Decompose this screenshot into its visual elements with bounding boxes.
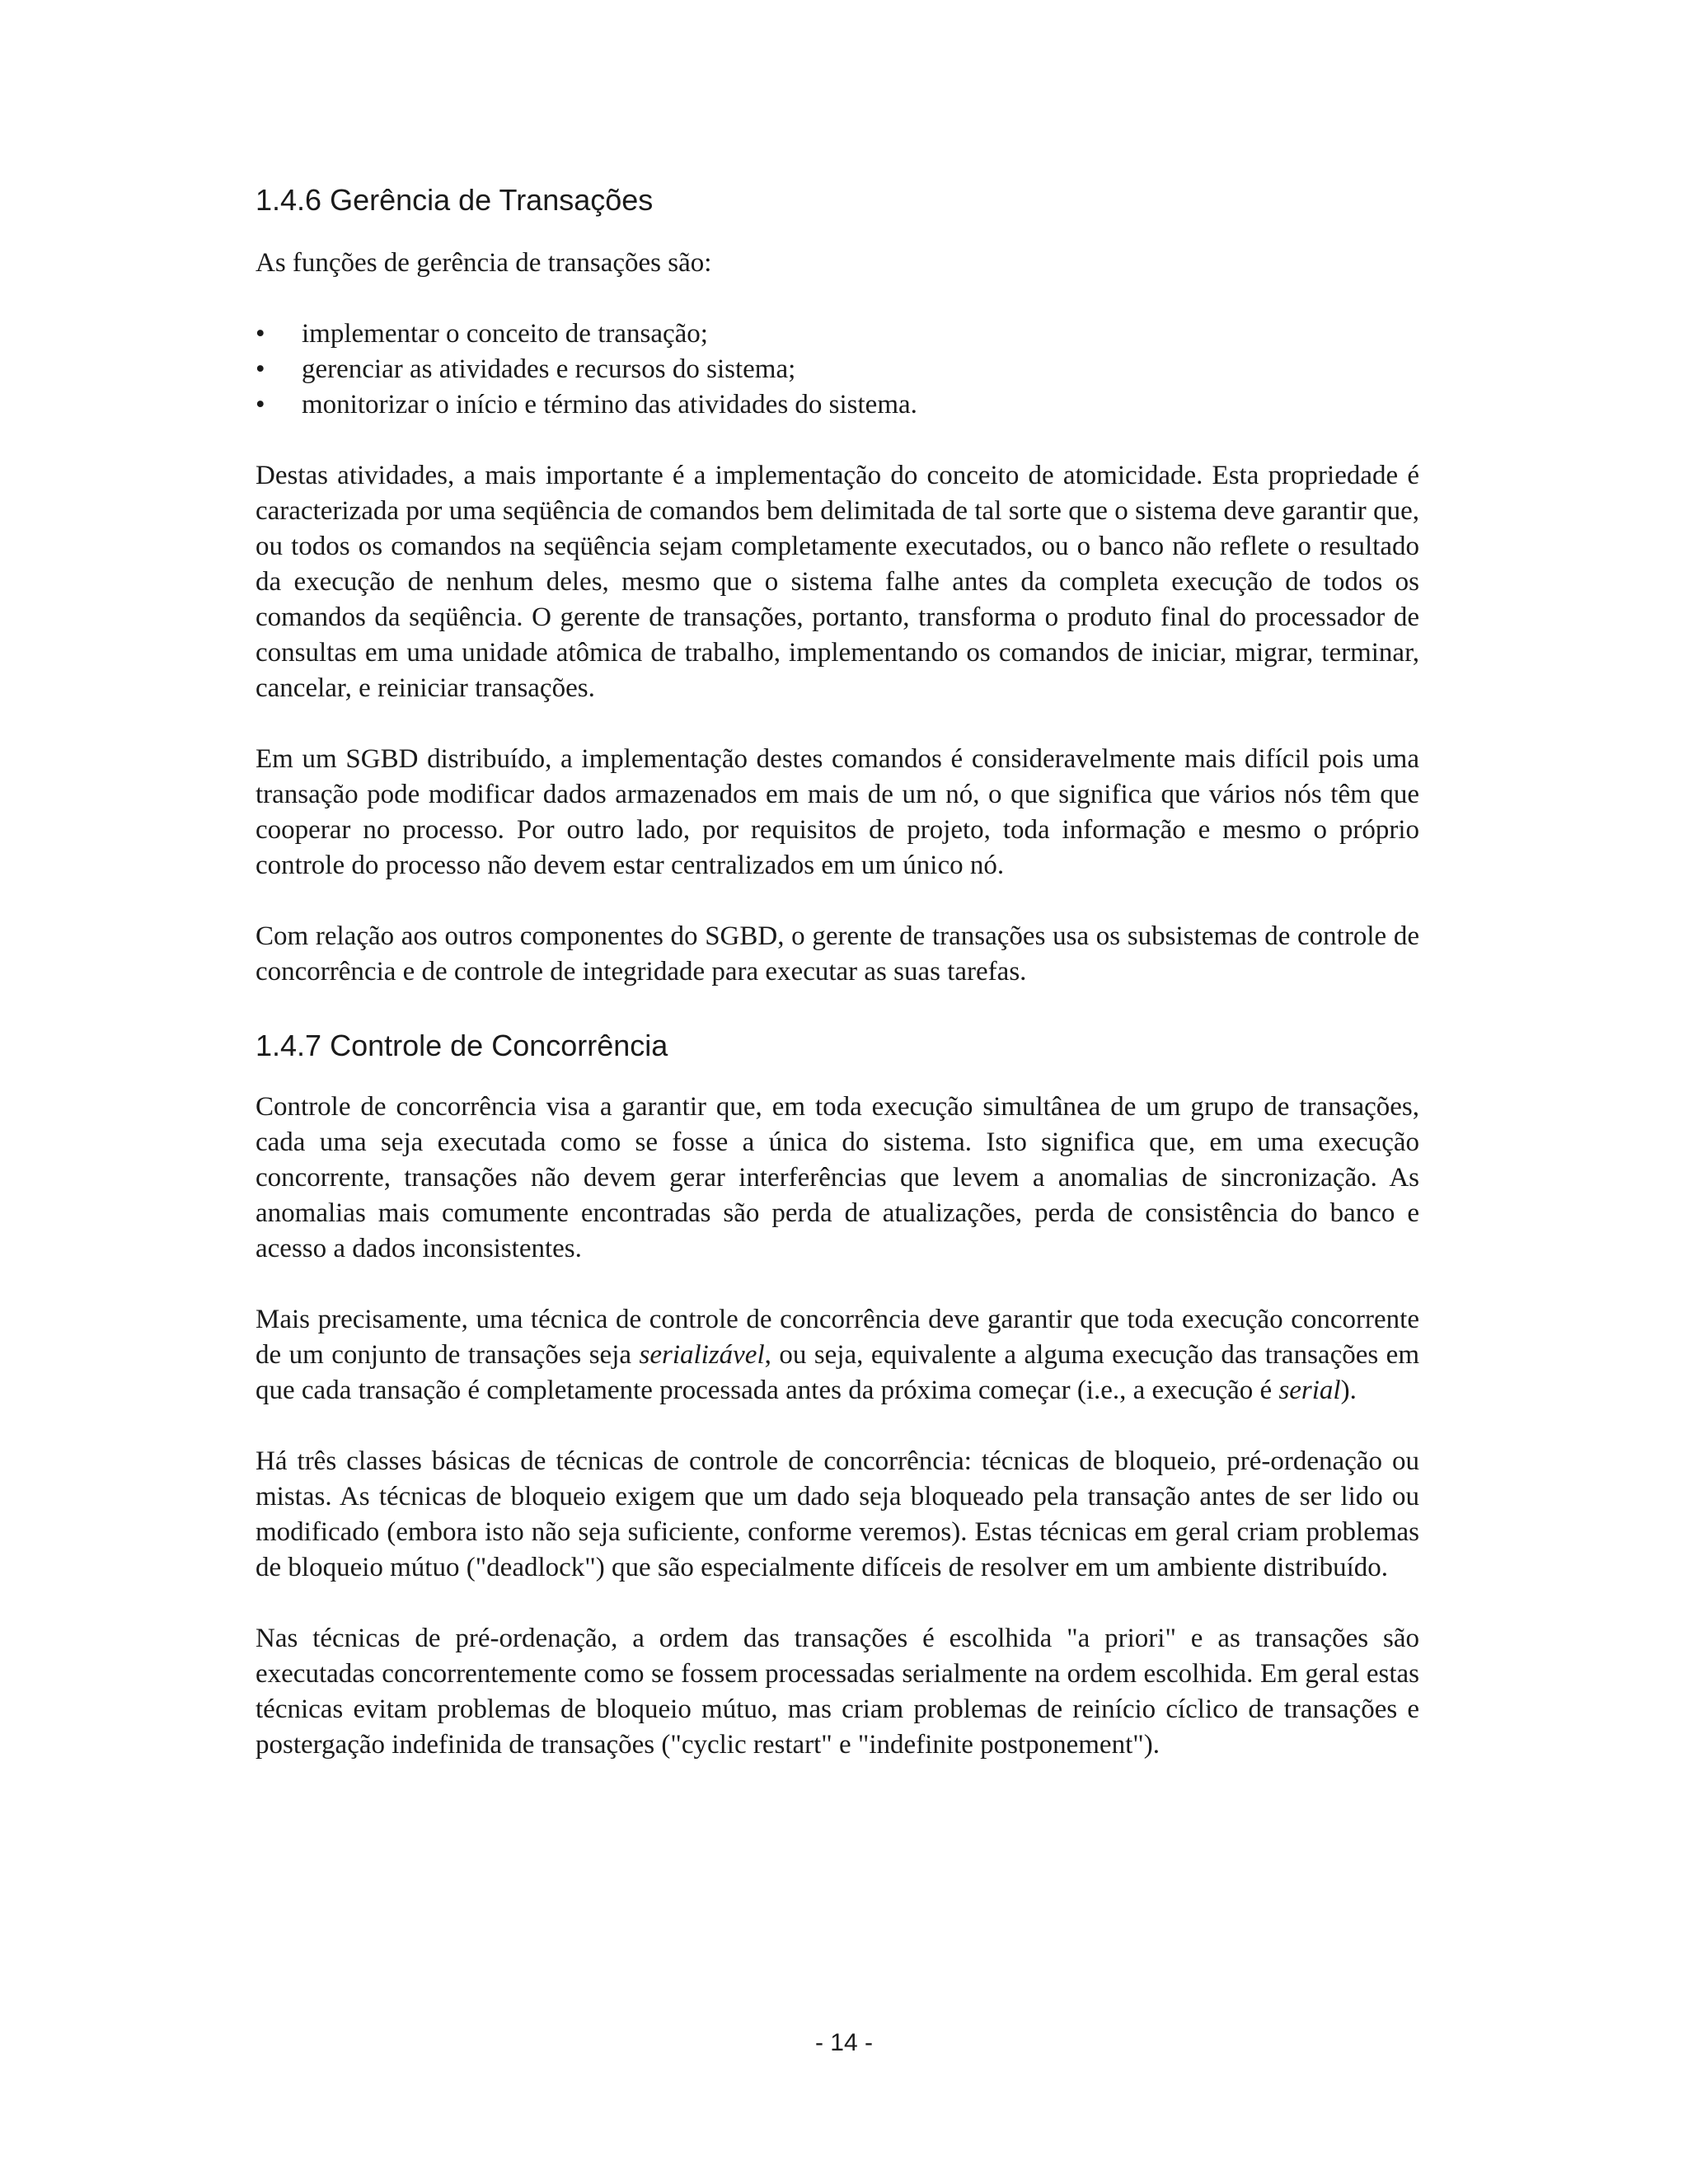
list-item-text: gerenciar as atividades e recursos do sistema; [302,354,796,384]
concurrency-goal-paragraph: Controle de concorrência visa a garantir que, em toda execução simultânea de um grupo de transações, cada uma seja executada como se fosse a única do sistema. Isto significa que, em uma execução concorrente, transações não devem gerar interferências que levem a anomalias de sincronização. As anomalias mais comumente encontradas são perda de atualizações, perda de consistência do banco e acesso a dados inconsistentes. [256,1092,1419,1263]
serializability-text-part3: ). [1340,1376,1357,1405]
functions-bullet-list [256,316,1419,423]
bullet-icon: • [256,319,265,349]
serializable-term: serializável [639,1340,765,1370]
serializability-paragraph [256,1302,1419,1408]
preordering-paragraph: Nas técnicas de pré-ordenação, a ordem das transações é escolhida "a priori" e as transações são executadas concorrentemente como se fossem processadas serialmente na ordem escolhida. Em geral estas técnicas evitam problemas de bloqueio mútuo, mas criam problemas de reinício cíclico de transações e postergação indefinida de transações ("cyclic restart" e "indefinite postponement"). [256,1624,1419,1760]
document-page [256,180,1419,1798]
section-heading-transaction-management: 1.4.6 Gerência de Transações [256,183,654,217]
distributed-sgbd-paragraph: Em um SGBD distribuído, a implementação destes comandos é consideravelmente mais difícil pois uma transação pode modificar dados armazenados em mais de um nó, o que significa que vários nós têm que cooperar no processo. Por outro lado, por requisitos de projeto, toda informação e mesmo o próprio controle do processo não devem estar centralizados em um único nó. [256,744,1419,880]
serial-term: serial [1278,1376,1341,1405]
list-item [256,316,1419,352]
list-item-text: monitorizar o início e término das atividades do sistema. [302,390,917,419]
list-item-text: implementar o conceito de transação; [302,319,708,349]
page-number: - 14 - [814,2029,874,2056]
section-heading-concurrency-control: 1.4.7 Controle de Concorrência [256,1029,668,1062]
serializability-text-part2: , ou seja, equivalente a alguma execução das transações em que cada transação é completamente processada antes da próxima começar (i.e., a execução é [256,1340,1419,1405]
list-item [256,387,1419,423]
intro-paragraph: As funções de gerência de transações são: [256,248,712,278]
technique-classes-paragraph: Há três classes básicas de técnicas de controle de concorrência: técnicas de bloqueio, pré-ordenação ou mistas. As técnicas de bloqueio exigem que um dado seja bloqueado pela transação antes de ser lido ou modificado (embora isto não seja suficiente, conforme veremos). Estas técnicas em geral criam problemas de bloqueio mútuo ("deadlock") que são especialmente difíceis de resolver em um ambiente distribuído. [256,1446,1419,1582]
bullet-icon: • [256,354,265,384]
serializability-text-part1: Mais precisamente, uma técnica de controle de concorrência deve garantir que toda execução concorrente de um conjunto de transações seja [256,1305,1419,1370]
atomicity-paragraph: Destas atividades, a mais importante é a implementação do conceito de atomicidade. Esta propriedade é caracterizada por uma seqüência de comandos bem delimitada de tal sorte que o sistema deve garantir que, ou todos os comandos na seqüência sejam completamente executados, ou o banco não reflete o resultado da execução de nenhum deles, mesmo que o sistema falhe antes da completa execução de todos os comandos da seqüência. O gerente de transações, portanto, transforma o produto final do processador de consultas em uma unidade atômica de trabalho, implementando os comandos de iniciar, migrar, terminar, cancelar, e reiniciar transações. [256,461,1419,703]
components-relation-paragraph: Com relação aos outros componentes do SGBD, o gerente de transações usa os subsistemas de controle de concorrência e de controle de integridade para executar as suas tarefas. [256,921,1419,987]
bullet-icon: • [256,390,265,419]
list-item [256,352,1419,387]
